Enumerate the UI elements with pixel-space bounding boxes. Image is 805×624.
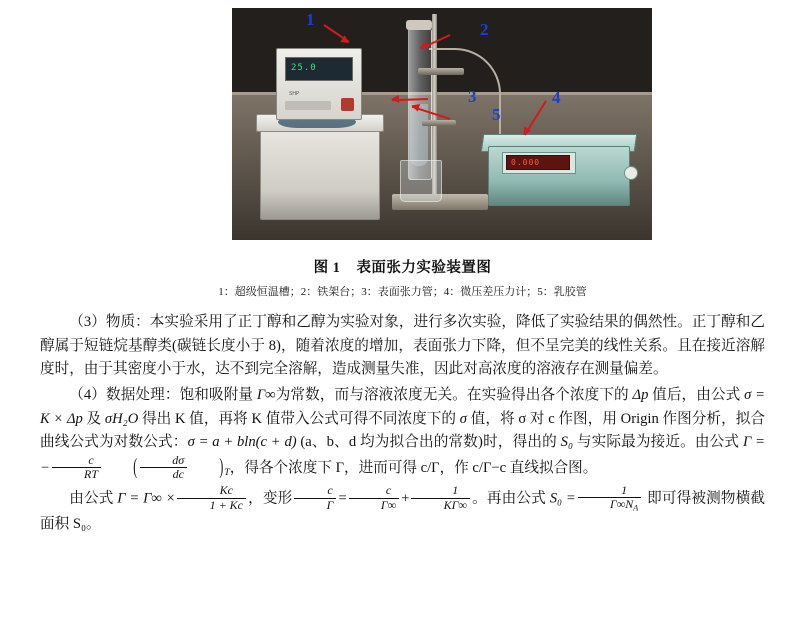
symbol-s0: S₀: [560, 434, 574, 451]
equals-sign: =: [338, 490, 347, 507]
apparatus-photograph: [232, 8, 652, 240]
p4-text-b: 为常数，而与溶液浓度无关。在实验得出各个浓度下的: [275, 386, 633, 403]
p4-text-c: 值后，由公式: [648, 386, 745, 403]
fraction-dsigma-dc: [140, 454, 187, 482]
fraction-denominator-kgamma-inf: KΓ∞: [443, 497, 467, 512]
formula-log-fit: σ = a + bln(c + d): [187, 434, 297, 451]
thermostat-power-switch[interactable]: [341, 98, 354, 111]
left-paren: (: [133, 454, 138, 480]
figure-apparatus-photo: [40, 0, 765, 250]
p5-text-taillead: 。再由公式: [471, 490, 550, 507]
fraction-c-over-gamma: [294, 484, 336, 512]
p4-text-f: 值，将 σ 对 c 作图，用 Origin 作图分析，拟合曲线公式为对数公式：: [40, 410, 765, 451]
fraction-1-over-k-gamma-inf: [411, 484, 470, 512]
symbol-gamma-infinity: Γ∞: [256, 386, 276, 403]
plus-sign: +: [401, 490, 410, 507]
figure-legend: 1：超级恒温槽；2：铁架台；3：表面张力管；4：微压差压力计；5：乳胶管: [218, 286, 587, 298]
tube-liquid: [410, 104, 428, 166]
symbol-delta-p: Δp: [632, 386, 649, 403]
fraction-denominator-1pluskc: 1 + Kc: [209, 497, 243, 512]
callout-number-3: 3: [468, 87, 477, 106]
fraction-denominator-dc: dc: [172, 467, 184, 482]
manometer-knob[interactable]: [624, 166, 638, 180]
fraction-denominator-gamma: Γ: [326, 497, 334, 512]
fraction-numerator-one2: 1: [621, 482, 628, 497]
p4-text-g: (a、b、d 均为拟合出的常数)时，得出的: [296, 434, 561, 451]
formula-gibbs-lead: Γ = −: [40, 434, 765, 477]
subscript-T: T: [224, 466, 230, 478]
formula-langmuir-lead: Γ = Γ∞ ×: [117, 490, 176, 507]
fraction-kc-over-1plus-kc: [177, 484, 246, 512]
right-paren: ): [219, 454, 224, 480]
p4-text-e: 得出 K 值，再将 K 值带入公式可得不同浓度下的: [138, 410, 460, 427]
formula-s0-lead: S₀ =: [549, 490, 576, 507]
fraction-numerator-one: 1: [452, 483, 459, 498]
paragraph-5: [40, 482, 765, 537]
callout-number-5: 5: [492, 105, 501, 124]
thermostat-brand-label: SHP: [289, 91, 300, 97]
stand-clamp-lower: [422, 120, 456, 126]
fraction-numerator-c: c: [88, 452, 94, 467]
fraction-c-over-gamma-inf: [349, 484, 400, 512]
stand-clamp-upper: [418, 68, 464, 75]
callout-number-1: 1: [306, 10, 315, 29]
fraction-denominator-rt: RT: [84, 467, 99, 482]
tube-cap: [406, 20, 432, 30]
symbol-sigma: σ: [459, 410, 467, 427]
fraction-denominator-sub-a: A: [633, 503, 639, 513]
p4-text-h: 与实际最为接近。由公式: [573, 434, 743, 451]
paragraph-4: [40, 384, 765, 483]
fraction-numerator-dsigma: dσ: [172, 452, 185, 467]
document-body: [40, 311, 765, 537]
fraction-numerator-kc: Kc: [219, 483, 233, 498]
thermostat-control-panel: [276, 48, 362, 120]
symbol-sigma-water: σH₂O: [104, 410, 139, 427]
p4-text-a: （4）数据处理：饱和吸附量: [69, 386, 257, 403]
figure-caption-label: 图 1: [313, 260, 341, 276]
thermostat-bath-body: [260, 126, 380, 220]
p5-text-tail: 即可得被测物横截面积 S₀。: [40, 490, 765, 533]
manometer-display: [506, 155, 570, 170]
fraction-numerator-c3: c: [385, 483, 392, 498]
beaker: [400, 160, 442, 202]
paragraph-3: （3）物质：本实验采用了正丁醇和乙醇为实验对象，进行多次实验，降低了实验结果的偶然性。正丁醇和乙醇属于短链烷基醇类(碳链长度小于 8)，随着浓度的增加，表面张力下降，但不呈完美的线性关系。且在接近溶解度时，由于其密度小于水，达不到完全溶解，造成测量失准，因此对高浓度的溶液存在测量偏差。: [40, 314, 765, 378]
callout-number-4: 4: [552, 88, 561, 107]
fraction-1-over-gamma-inf-na: [578, 484, 641, 513]
p5-text-mid: ，变形: [247, 490, 293, 507]
fraction-c-over-rt: [52, 454, 101, 482]
p4-text-d: 及: [82, 410, 105, 427]
p5-text-lead: 由公式: [69, 490, 118, 507]
callout-number-2: 2: [480, 20, 489, 39]
fraction-denominator-gammainf-n: Γ∞N: [609, 497, 634, 512]
thermostat-display: [285, 57, 353, 81]
fraction-denominator-gamma-inf: Γ∞: [380, 497, 397, 512]
thermostat-buttons[interactable]: [285, 101, 331, 110]
figure-caption-title: 表面张力实验装置图: [356, 260, 492, 276]
manometer-display-value: 0.000: [511, 158, 541, 167]
fraction-numerator-c2: c: [327, 483, 333, 498]
formula-sigma-k-deltap: σ = K × Δp: [40, 386, 765, 427]
thermostat-display-value: 25.0: [291, 63, 317, 73]
figure-caption: [40, 256, 765, 277]
p4-text-i: ，得各个浓度下 Γ，进而可得 c/Γ，作 c/Γ−c 直线拟合图。: [229, 460, 598, 477]
